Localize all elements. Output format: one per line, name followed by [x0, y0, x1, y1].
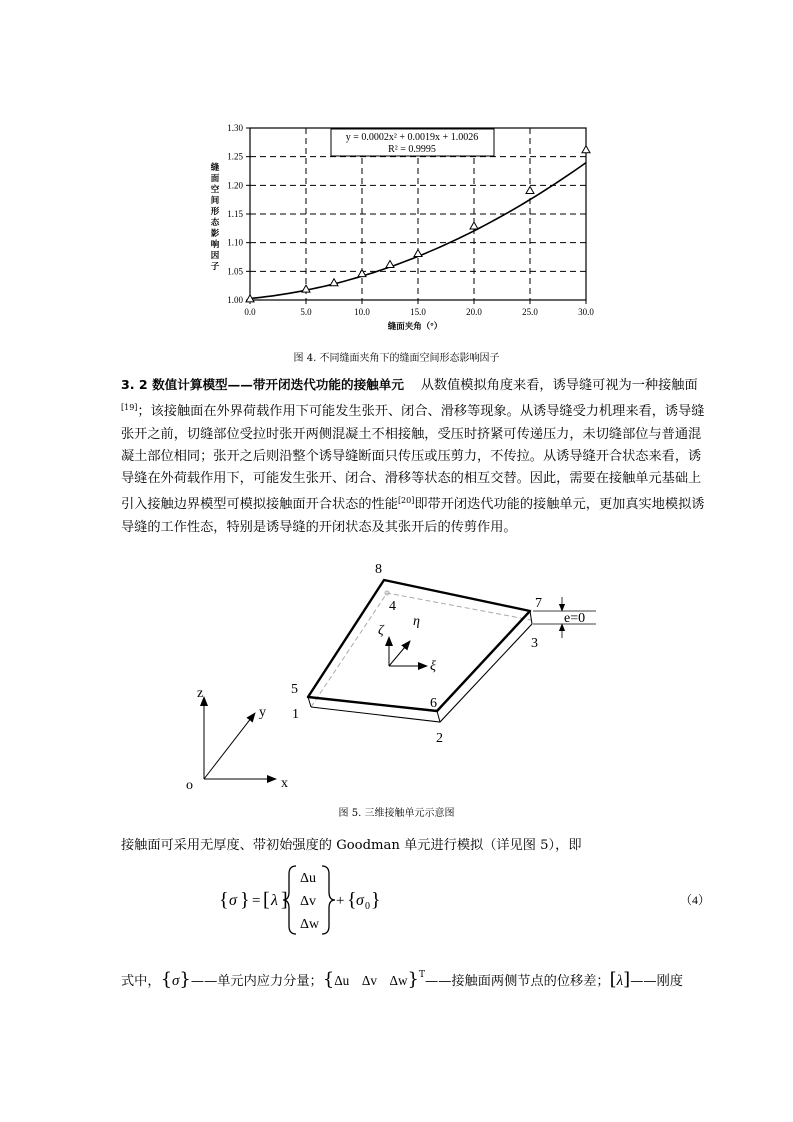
equation-box	[331, 129, 494, 156]
eq-equals: =	[252, 893, 261, 909]
data-point	[582, 146, 590, 153]
where-dv: Δv	[361, 973, 377, 988]
section-3-2	[121, 374, 713, 539]
eq-du: Δu	[300, 871, 317, 886]
x-tick-label: 15.0	[410, 307, 426, 317]
y-tick-label: 1.20	[227, 180, 243, 191]
y-tick-label: 1.05	[227, 266, 243, 277]
data-point	[358, 270, 366, 277]
equation-text: y = 0.0002x² + 0.0019x + 1.0026	[345, 132, 479, 143]
para-line-4: 凝土部位相同；张开之后则沿整个诱导缝断面只传压或压剪力，不传拉。从诱导缝开合状态来看，诱	[121, 448, 702, 464]
equation-number: （4）	[680, 893, 711, 907]
data-point	[526, 186, 534, 193]
vector-brace-right	[322, 866, 335, 934]
bracket-open: [	[263, 889, 270, 911]
node-label-7: 7	[535, 596, 542, 611]
node-label-1: 1	[292, 707, 299, 722]
brace-open-2: {	[347, 889, 357, 911]
axis-label-x: x	[281, 776, 288, 791]
y-tick-label: 1.15	[227, 209, 243, 219]
brace: {	[322, 969, 335, 990]
text-line: 引入接触边界模型可模拟接触面开合状态的性能	[121, 497, 398, 513]
where-desc-1: ——单元内应力分量；	[190, 974, 323, 989]
figure5-caption: 图 5. 三维接触单元示意图	[338, 808, 455, 819]
figure5-diagram	[0, 555, 793, 800]
bracket: [	[609, 969, 617, 990]
axis-label-zeta: ζ	[378, 623, 384, 638]
contact-element	[308, 580, 596, 722]
where-dw: Δw	[389, 973, 408, 988]
eq-plus: +	[336, 893, 345, 909]
brace: }	[407, 969, 419, 990]
r2-text: R² = 0.9995	[388, 144, 436, 155]
x-tick-label: 0.0	[244, 307, 256, 317]
data-point	[414, 250, 422, 257]
brace-close-2: }	[371, 889, 381, 911]
origin-label: o	[186, 778, 193, 793]
vector-brace-left	[283, 866, 296, 934]
where-line	[121, 962, 683, 988]
text-line: 从数值模拟角度来看，诱导缝可视为一种接触面	[420, 378, 698, 393]
x-tick-label: 10.0	[354, 307, 370, 317]
eq-dv: Δv	[300, 894, 317, 909]
data-point	[386, 260, 394, 267]
x-tick-label: 20.0	[466, 307, 482, 317]
para-line-5: 导缝在外荷载作用下，可能发生张开、闭合、滑移等状态的相互交替。因此，需要在接触单元基础上	[121, 471, 702, 487]
y-tick-label: 1.10	[227, 237, 243, 248]
text-line: 即带开闭迭代功能的接触单元，更加真实地模拟诱	[414, 497, 705, 513]
y-tick-label: 1.25	[227, 151, 243, 162]
eq-sigma0: σ	[356, 892, 364, 909]
x-tick-label: 5.0	[300, 307, 312, 317]
y-tick-label: 1.00	[227, 295, 243, 305]
local-axes	[389, 637, 427, 666]
where-lambda: λ	[616, 973, 624, 989]
para-line-7: 导缝的工作性态，特别是诱导缝的开闭状态及其张开后的传剪作用。	[121, 519, 517, 535]
bracket: ]	[623, 969, 631, 990]
bracket-close: ]	[281, 889, 288, 911]
figure4-caption: 图 4. 不同缝面夹角下的缝面空间形态影响因子	[293, 353, 500, 364]
y-axis-label: 缝面空间形态影响因子	[210, 162, 220, 271]
eq-sub0: 0	[365, 901, 370, 912]
node-label-4: 4	[389, 599, 396, 614]
node-label-8: 8	[375, 562, 382, 577]
data-point	[302, 285, 310, 292]
where-sigma: σ	[172, 973, 180, 989]
para-line-1	[121, 374, 713, 397]
node-label-2: 2	[436, 731, 443, 746]
y-tick-label: 1.30	[227, 123, 243, 133]
transpose-mark: T	[418, 970, 425, 980]
x-axis-label: 缝面夹角（°）	[387, 321, 443, 331]
data-point	[330, 279, 338, 286]
eq-lambda: λ	[271, 892, 278, 909]
where-du: Δu	[334, 973, 350, 988]
axis-label-z: z	[197, 686, 204, 701]
eq-dw: Δw	[300, 917, 320, 932]
axis-label-xi: ξ	[430, 659, 436, 674]
node-label-5: 5	[291, 682, 298, 697]
figure4-chart	[0, 0, 793, 345]
brace: {	[160, 969, 173, 990]
where-desc-2: ——接触面两侧节点的位移差；	[425, 974, 610, 989]
para-line-6	[121, 490, 713, 516]
brace-close: }	[240, 889, 250, 911]
x-tick-label: 30.0	[578, 307, 594, 317]
where-prefix: 式中，	[121, 974, 161, 989]
where-desc-3: ——刚度	[630, 974, 683, 989]
data-point	[470, 222, 478, 229]
axis-label-y: y	[259, 705, 266, 720]
citation-ref: [19]	[121, 403, 138, 413]
equation-4	[0, 860, 793, 940]
eq-sigma: σ	[229, 892, 237, 909]
brace: }	[179, 969, 191, 990]
citation-ref: [20]	[397, 496, 415, 506]
axis-label-eta: η	[413, 614, 420, 629]
goodman-intro: 接触面可采用无厚度、带初始强度的 Goodman 单元进行模拟（详见图 5），即	[121, 838, 582, 853]
para-line-3: 张开之前，切缝部位受拉时张开两侧混凝土不相接触，受压时挤紧可传递压力，未切缝部位与普通混	[121, 426, 702, 442]
text-line: ；该接触面在外界荷载作用下可能发生张开、闭合、滑移等现象。从诱导缝受力机理来看，诱导缝	[137, 404, 705, 420]
node-label-3: 3	[531, 636, 538, 651]
node-labels	[186, 562, 585, 793]
gap-label: e=0	[564, 611, 586, 626]
x-tick-label: 25.0	[522, 307, 538, 317]
node-label-6: 6	[430, 696, 437, 711]
brace-open: {	[219, 889, 229, 911]
section-heading: 3. 2 数值计算模型——带开闭迭代功能的接触单元	[121, 377, 404, 392]
para-line-2	[121, 397, 713, 423]
